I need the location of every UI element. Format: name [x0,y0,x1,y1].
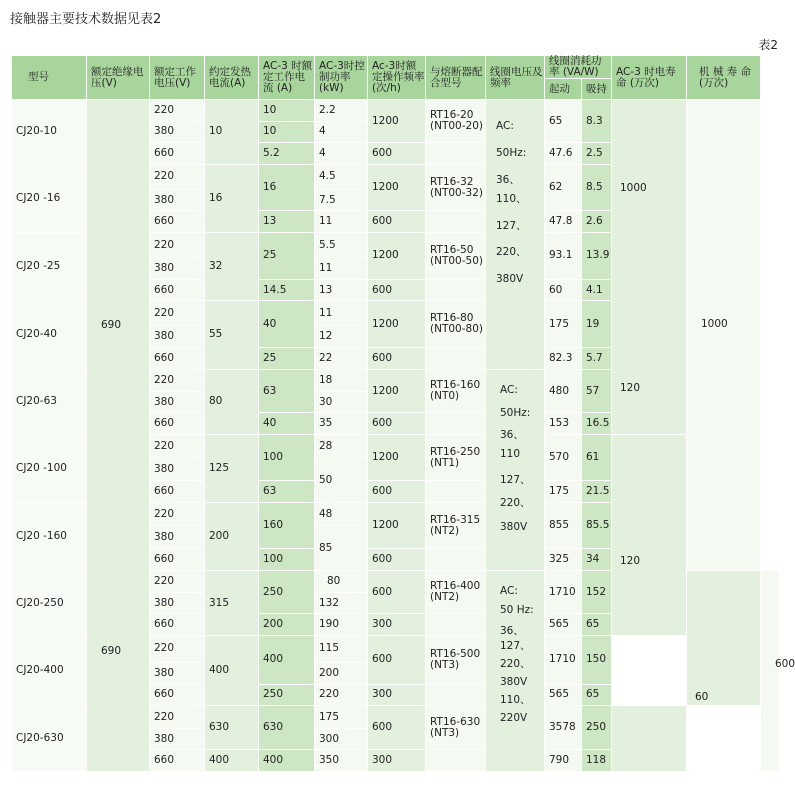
thermal-current-cell: 125 [205,435,259,503]
start-power-cell: 790 [545,750,582,772]
start-power-cell: 3578 [545,706,582,750]
current-cell: 10 [259,100,315,122]
hold-power-cell: 57 [582,369,612,413]
power-cell: 200 [315,662,368,684]
start-power-cell: 565 [545,614,582,636]
table-row [12,100,780,122]
header-mechanical-life: 机 械 寿 命 (万次) [687,56,761,100]
voltage-cell: 380 [150,526,205,549]
hold-power-cell: 19 [582,301,612,348]
fuse-cell: RT16-50 (NT00-50) [426,233,486,280]
specs-table [11,55,795,772]
electrical-life-cell: 60 [687,571,761,706]
fuse-cell: RT16-32 (NT00-32) [426,164,486,211]
hold-power-cell: 65 [582,614,612,636]
voltage-cell: 380 [150,662,205,684]
power-cell: 11 [315,301,368,326]
voltage-cell: 660 [150,143,205,165]
current-cell: 100 [259,549,315,571]
frequency-cell: 600 [368,481,426,503]
power-cell: 85 [315,526,368,571]
current-cell: 16 [259,164,315,211]
power-cell: 5.5 [315,233,368,258]
voltage-cell: 220 [150,233,205,258]
voltage-cell: 660 [150,413,205,435]
voltage-cell: 220 [150,435,205,458]
fuse-cell: RT16-250 (NT1) [426,435,486,481]
frequency-cell: 600 [368,571,426,614]
hold-power-cell: 2.5 [582,143,612,165]
power-cell: 132 [315,592,368,614]
voltage-cell: 220 [150,301,205,326]
thermal-current-cell: 400 [205,636,259,706]
power-cell: 50 [315,458,368,503]
voltage-cell: 220 [150,164,205,189]
model-cell: CJ20-63 [12,369,87,434]
frequency-cell: 600 [368,413,426,435]
start-power-cell: 325 [545,549,582,571]
coil-voltage-cell: AC: 50Hz: 36、 110、 127、 220、 380V [486,100,545,370]
header-working-voltage: 额定工作电压(V) [150,56,205,100]
start-power-cell: 47.6 [545,143,582,165]
model-cell: CJ20 -25 [12,233,87,301]
insulation-voltage-cell: 690 690 [87,100,150,772]
table-label: 表2 [758,38,778,52]
header-model: 型号 [12,56,87,100]
voltage-cell: 380 [150,458,205,481]
power-cell: 220 [315,684,368,706]
frequency-cell: 1200 [368,100,426,143]
voltage-cell: 660 [150,750,205,772]
frequency-cell: 300 [368,614,426,636]
voltage-cell: 220 [150,369,205,391]
current-cell: 200 [259,614,315,636]
power-cell: 30 [315,391,368,413]
power-cell: 48 [315,502,368,525]
current-cell: 25 [259,233,315,280]
power-cell: 2.2 [315,100,368,122]
current-cell: 630 [259,706,315,750]
frequency-cell: 600 [368,143,426,165]
voltage-cell: 220 [150,706,205,729]
power-cell: 7.5 [315,189,368,211]
power-cell: 35 [315,413,368,435]
electrical-life-cell: 120 [612,435,687,636]
hold-power-cell: 4.1 [582,279,612,301]
frequency-cell: 600 [368,706,426,750]
frequency-cell: 600 [368,348,426,370]
power-cell: 350 [315,750,368,772]
start-power-cell: 855 [545,502,582,549]
current-cell: 400 [259,750,315,772]
frequency-cell: 1200 [368,233,426,280]
current-cell: 25 [259,348,315,370]
header-fuse: 与熔断器配合型号 [426,56,486,100]
voltage-cell: 220 [150,100,205,122]
thermal-current-cell: 400 [205,750,259,772]
fuse-cell: RT16-20 (NT00-20) [426,100,486,143]
voltage-cell: 660 [150,279,205,301]
power-cell: 13 [315,279,368,301]
header-thermal-current: 约定发热电流(A) [205,56,259,100]
frequency-cell: 600 [368,636,426,685]
start-power-cell: 1710 [545,636,582,685]
start-power-cell: 1710 [545,571,582,614]
start-power-cell: 153 [545,413,582,435]
hold-power-cell: 13.9 [582,233,612,280]
header-coil-hold: 吸持 [582,79,612,100]
model-cell: CJ20-250 [12,571,87,636]
start-power-cell: 175 [545,301,582,348]
power-cell: 175 [315,706,368,729]
current-cell: 400 [259,636,315,685]
current-cell: 10 [259,121,315,143]
header-ac3-current: AC-3 时额定工作电流 (A) [259,56,315,100]
voltage-cell: 660 [150,481,205,503]
voltage-cell: 660 [150,614,205,636]
start-power-cell: 82.3 [545,348,582,370]
voltage-cell: 220 [150,636,205,663]
hold-power-cell: 250 [582,706,612,750]
power-cell: 11 [315,211,368,233]
start-power-cell: 175 [545,481,582,503]
hold-power-cell: 21.5 [582,481,612,503]
thermal-current-cell: 630 [205,706,259,750]
start-power-cell: 65 [545,100,582,143]
current-cell: 160 [259,502,315,549]
power-cell: 22 [315,348,368,370]
fuse-cell: RT16-630 (NT3) [426,706,486,750]
fuse-cell: RT16-400 (NT2) [426,571,486,614]
power-cell: 80 [315,571,368,593]
voltage-cell: 380 [150,391,205,413]
model-cell: CJ20 -160 [12,502,87,570]
current-cell: 63 [259,369,315,413]
frequency-cell: 1200 [368,301,426,348]
current-cell: 40 [259,413,315,435]
thermal-current-cell: 80 [205,369,259,434]
start-power-cell: 93.1 [545,233,582,280]
hold-power-cell: 152 [582,571,612,614]
frequency-cell: 1200 [368,369,426,413]
fuse-cell: RT16-315 (NT2) [426,502,486,549]
header-coil-start: 起动 [545,79,582,100]
power-cell: 4 [315,143,368,165]
coil-voltage-cell: AC: 50 Hz: 36、 127、 220、 380V 110、 220V [486,571,545,772]
hold-power-cell: 2.6 [582,211,612,233]
coil-voltage-cell: AC: 50Hz: 36、 110 127、 220、 380V [486,369,545,570]
model-cell: CJ20-400 [12,636,87,706]
power-cell: 4.5 [315,164,368,189]
power-cell: 300 [315,728,368,750]
model-cell: CJ20-10 [12,100,87,165]
power-cell: 4 [315,121,368,143]
fuse-cell: RT16-160 (NT0) [426,369,486,413]
header-ac3-frequency: Ac-3时额定操作频率(次/h) [368,56,426,100]
mechanical-life-cell: 1000 [687,100,761,571]
voltage-cell: 660 [150,684,205,706]
start-power-cell: 60 [545,279,582,301]
thermal-current-cell: 16 [205,164,259,232]
start-power-cell: 570 [545,435,582,481]
header-electrical-life: AC-3 时电寿命 (万次) [612,56,687,100]
frequency-cell: 300 [368,684,426,706]
power-cell: 115 [315,636,368,663]
model-cell: CJ20-40 [12,301,87,369]
start-power-cell: 480 [545,369,582,413]
header-ac3-power: AC-3时控制功率(kW) [315,56,368,100]
frequency-cell: 300 [368,750,426,772]
hold-power-cell: 150 [582,636,612,685]
voltage-cell: 380 [150,728,205,750]
hold-power-cell: 34 [582,549,612,571]
current-cell: 40 [259,301,315,348]
voltage-cell: 380 [150,326,205,348]
electrical-life-cell: 1000 120 [612,100,687,435]
thermal-current-cell: 55 [205,301,259,369]
hold-power-cell: 61 [582,435,612,481]
voltage-cell: 380 [150,258,205,280]
voltage-cell: 660 [150,348,205,370]
hold-power-cell: 85.5 [582,502,612,549]
current-cell: 14.5 [259,279,315,301]
page-title: 接触器主要技术数据见表2 [10,12,162,27]
frequency-cell: 1200 [368,164,426,211]
frequency-cell: 600 [368,279,426,301]
header-coil-voltage: 线圈电压及频率 [486,56,545,100]
voltage-cell: 220 [150,502,205,525]
fuse-cell: RT16-500 (NT3) [426,636,486,685]
model-cell: CJ20 -100 [12,435,87,503]
voltage-cell: 220 [150,571,205,593]
frequency-cell: 1200 [368,435,426,481]
voltage-cell: 660 [150,211,205,233]
frequency-cell: 1200 [368,502,426,549]
voltage-cell: 380 [150,189,205,211]
current-cell: 13 [259,211,315,233]
current-cell: 5.2 [259,143,315,165]
header-coil-power: 线圈消耗功率 (VA/W) [545,56,612,79]
current-cell: 250 [259,571,315,614]
frequency-cell: 600 [368,211,426,233]
hold-power-cell: 8.3 [582,100,612,143]
thermal-current-cell: 32 [205,233,259,301]
hold-power-cell: 118 [582,750,612,772]
power-cell: 190 [315,614,368,636]
hold-power-cell: 5.7 [582,348,612,370]
mechanical-life-cell: 600 [761,571,780,772]
start-power-cell: 47.8 [545,211,582,233]
power-cell: 11 [315,258,368,280]
model-cell: CJ20 -16 [12,164,87,232]
voltage-cell: 380 [150,592,205,614]
current-cell: 100 [259,435,315,481]
thermal-current-cell: 200 [205,502,259,570]
current-cell: 250 [259,684,315,706]
header-insulation-voltage: 额定绝缘电压(V) [87,56,150,100]
model-cell: CJ20-630 [12,706,87,772]
power-cell: 28 [315,435,368,458]
power-cell: 12 [315,326,368,348]
voltage-cell: 660 [150,549,205,571]
voltage-cell: 380 [150,121,205,143]
start-power-cell: 565 [545,684,582,706]
frequency-cell: 600 [368,549,426,571]
start-power-cell: 62 [545,164,582,211]
power-cell: 18 [315,369,368,391]
current-cell: 63 [259,481,315,503]
thermal-current-cell: 315 [205,571,259,636]
hold-power-cell: 8.5 [582,164,612,211]
hold-power-cell: 65 [582,684,612,706]
thermal-current-cell: 10 [205,100,259,165]
hold-power-cell: 16.5 [582,413,612,435]
fuse-cell: RT16-80 (NT00-80) [426,301,486,348]
